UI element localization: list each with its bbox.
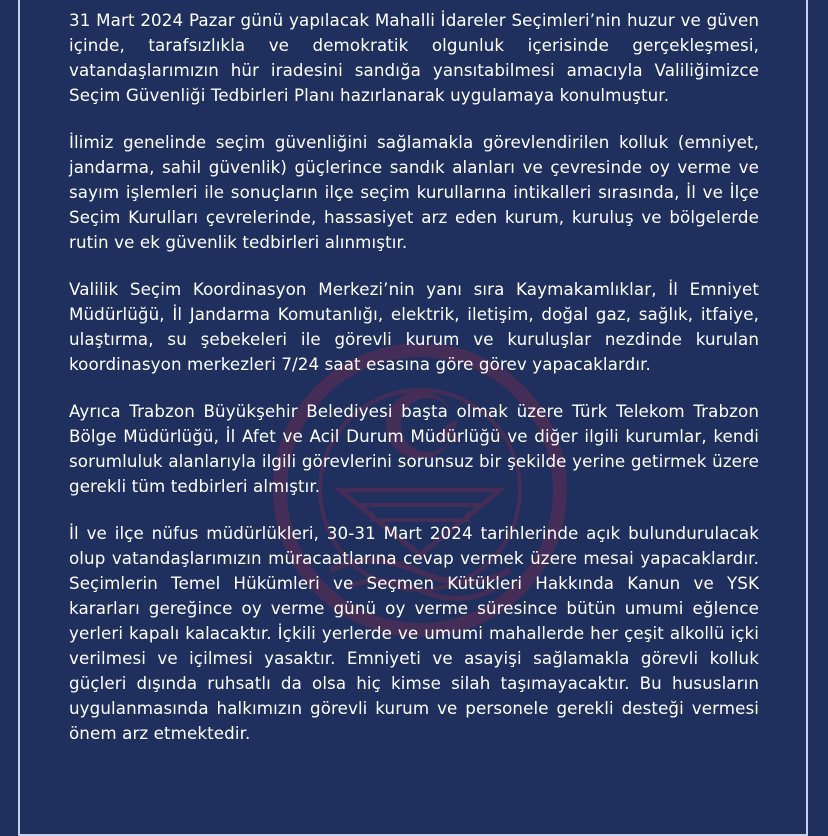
paragraph-election-plan: 31 Mart 2024 Pazar günü yapılacak Mahalli İdareler Seçimleri’nin huzur ve güven içinde, tarafsızlıkla ve demokratik olgunluk içerisinde gerçekleşmesi, vatandaşlarımızın hür iradesini sandığa yansıtabilmesi amacıyla Valiliğimizce Seçim Güvenliği Tedbirleri Planı hazırlanarak uygulamaya konulmuştur. [69, 10, 759, 105]
paragraph-rules: İl ve ilçe nüfus müdürlükleri, 30-31 Mart 2024 tarihlerinde açık bulundurulacak olup vatandaşlarımızın müracaatlarına cevap vermek üzere mesai yapacaklardır. Seçimlerin Temel Hükümleri ve Seçmen Kütükleri Hakkında Kanun ve YSK kararları gereğince oy verme günü oy verme süresince bütün umumi eğlence yerleri kapalı kalacaktır. İçkili yerlerde ve umumi mahallerde her çeşit alkollü içki verilmesi ve içilmesi yasaktır. Emniyeti ve asayişi sağlamakla görevli kolluk güçleri dışında ruhsatlı da olsa hiç kimse silah taşımayacaktır. Bu hususların uygulanmasında halkımızın görevli kurum ve personele gerekli desteği vermesi önem arz etmektedir. [69, 523, 759, 743]
paragraph-security-measures: İlimiz genelinde seçim güvenliğini sağlamakla görevlendirilen kolluk (emniyet, jandarma, sahil güvenlik) güçlerince sandık alanları ve çevresinde oy verme ve sayım işlemleri ile sonuçların ilçe seçim kurullarına intikalleri sırasında, İl ve İlçe Seçim Kurulları çevrelerinde, hassasiyet arz eden kurum, kuruluş ve bölgelerde rutin ve ek güvenlik tedbirleri alınmıştır. [69, 132, 759, 252]
announcement-body [69, 8, 759, 768]
paragraph-coordination-centers: Valilik Seçim Koordinasyon Merkezi’nin yanı sıra Kaymakamlıklar, İl Emniyet Müdürlüğü, İl Jandarma Komutanlığı, elektrik, iletişim, doğal gaz, sağlık, itfaiye, ulaştırma, su şebekeleri ile görevli kurum ve kuruluşlar nezdinde kurulan koordinasyon merkezleri 7/24 saat esasına göre görev yapacaklardır. [69, 279, 759, 374]
paragraph-institutions: Ayrıca Trabzon Büyükşehir Belediyesi başta olmak üzere Türk Telekom Trabzon Bölge Müdürlüğü, İl Afet ve Acil Durum Müdürlüğü ve diğer ilgili kurumlar, kendi sorumluluk alanlarıyla ilgili görevlerini sorunsuz bir şekilde yerine getirmek üzere gerekli tüm tedbirleri almıştır. [69, 401, 759, 496]
